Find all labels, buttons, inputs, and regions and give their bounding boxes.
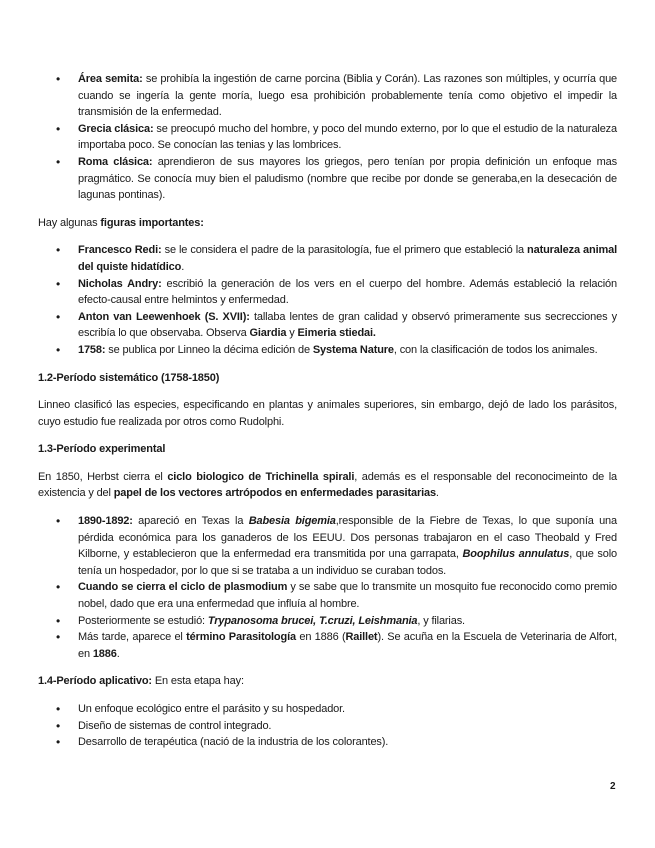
- historical-periods-list: [38, 71, 617, 204]
- list-item-roma: [38, 154, 617, 204]
- figures-intro: Hay algunas figuras importantes:: [38, 216, 204, 229]
- applicative-period-list: [38, 701, 617, 751]
- list-item-plasmodium: • Cuando se cierra el ciclo de plasmodium y se sabe que lo transmite un mosquito fue reconocido como premio nobel, dado que era una enfermedad que influía al hombre.: [38, 579, 617, 612]
- list-item-andry: • Nicholas Andry: escribió la generación de los vers en el cuerpo del hombre. Además estableció la relación efecto-causal entre helmintos y enfermedad.: [38, 276, 617, 309]
- term-roma: Roma clásica:: [78, 155, 153, 168]
- list-item-leeuwenhoek: • Anton van Leewenhoek (S. XVII): tallaba lentes de gran calidad y observó primeramente sus secrecciones y escribía lo que observaba. Observa Giardia y Eimeria stiedai.: [38, 309, 617, 342]
- section-1-3-heading: 1.3-Período experimental: [38, 443, 166, 456]
- list-item: • Diseño de sistemas de control integrado.: [38, 718, 617, 735]
- text-area-semita: se prohibía la ingestión de carne porcina (Biblia y Corán). Las razones son múltiples, y ocurría que cuando se ingería la gente moría, luego esa prohibición probablemente tenía como objetivo el impedir la transmisión de la enfermedad.: [78, 73, 618, 119]
- experimental-period-list: [38, 513, 617, 662]
- page-content: [38, 71, 617, 751]
- list-item-mas-tarde: • Más tarde, aparece el término Parasitología en 1886 (Raillet). Se acuña en la Escuela de Veterinaria de Alfort, en 1886.: [38, 629, 617, 662]
- list-item-grecia: [38, 121, 617, 154]
- text-roma: aprendieron de sus mayores los griegos, pero tenían por propia definición un enfoque mas pragmático. Se conocía muy bien el paludismo (nombre que recibe por donde se generaba,en la desecación de lagunas pontinas).: [78, 155, 617, 202]
- section-1-4-heading: 1.4-Período aplicativo: En esta etapa hay:: [38, 675, 244, 688]
- term-area-semita: Área semita:: [78, 73, 143, 85]
- text-grecia: se preocupó mucho del hombre, y poco del mundo externo, por lo que el estudio de la naturaleza importaba poco. Se conocían las tenias y las lombrices.: [78, 122, 617, 152]
- important-figures-list: [38, 242, 617, 358]
- list-item-redi: • Francesco Redi: se le considera el padre de la parasitología, fue el primero que estableció la naturaleza animal del quiste hidatídico.: [38, 242, 617, 275]
- list-item-1758: • 1758: se publica por Linneo la décima edición de Systema Nature, con la clasificación de todos los animales.: [38, 342, 617, 359]
- list-item: • Desarrollo de terapéutica (nació de la industria de los colorantes).: [38, 734, 617, 751]
- section-1-3-text: En 1850, Herbst cierra el ciclo biologico de Trichinella spirali, además es el responsable del reconocimeinto de la existencia y del papel de los vectores artrópodos en enfermedades parasitarias.: [38, 470, 618, 500]
- section-1-2-heading: 1.2-Período sistemático (1758-1850): [38, 371, 220, 384]
- term-grecia: Grecia clásica:: [78, 122, 154, 135]
- list-item: • Un enfoque ecológico entre el parásito y su hospedador.: [38, 701, 617, 718]
- list-item-1890: • 1890-1892: apareció en Texas la Babesia bigemia,responsible de la Fiebre de Texas, lo que suponía una pérdida económica para los ganaderos de los EEUU. Dos personas trabajaron en el caso Theobald y Fred Kilborne, y establecieron que la enfermedad era transmitida por una garrapata, Boophilus annulatus, que solo tenía un hospedador, por lo que si se trataba a un individuo se curaban todos.: [38, 513, 617, 579]
- list-item-posteriormente: • Posteriormente se estudió: Trypanosoma brucei, T.cruzi, Leishmania, y filarias.: [38, 613, 617, 630]
- section-1-2-text: Linneo clasificó las especies, especificando en plantas y animales superiores, sin embargo, dejó de lado los parásitos, cuyo estudio fue realizada por otros como Rudolphi.: [38, 399, 617, 428]
- list-item-area-semita: [38, 71, 617, 121]
- page-number: 2: [610, 781, 616, 792]
